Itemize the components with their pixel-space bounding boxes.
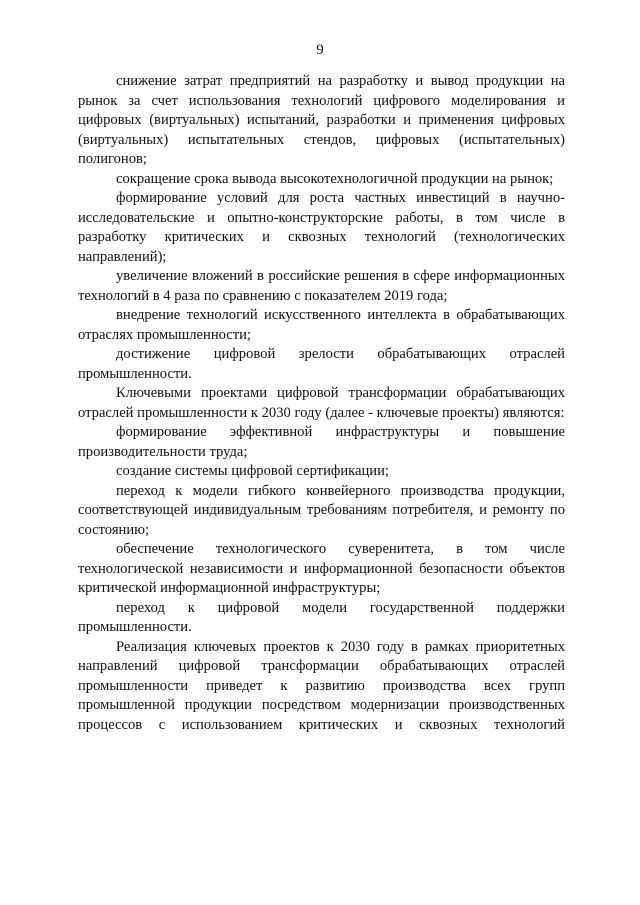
paragraph-certification: создание системы цифровой сертификации; (116, 463, 389, 479)
paragraph-cost-reduction: снижение затрат предприятий на разработку и вывод продукции на рынок за счет использования технологий цифрового моделирования и цифровых (виртуальных) испытаний, разработки и применения цифровых (виртуальных) испытательных стендов, цифровых (испытательных) полигонов; (78, 73, 565, 167)
paragraph-flexible-production: переход к модели гибкого конвейерного производства продукции, соответствующей индивидуальным требованиям потребителя, и ремонту по состоянию; (78, 482, 565, 538)
paragraph-digital-maturity: достижение цифровой зрелости обрабатывающих отраслей промышленности. (78, 346, 565, 382)
paragraph-it-investment: увеличение вложений в российские решения в сфере информационных технологий в 4 раза по сравнению с показателем 2019 года; (78, 268, 565, 304)
page-number: 9 (316, 42, 324, 58)
paragraph-private-investment: формирование условий для роста частных инвестиций в научно-исследовательские и опытно-конструкторские работы, в том числе в разработку критических и сквозных технологий (технологических направлений); (78, 190, 565, 265)
paragraph-infrastructure: формирование эффективной инфраструктуры и повышение производительности труда; (78, 424, 565, 460)
document-body (78, 72, 565, 735)
paragraph-state-support: переход к цифровой модели государственной поддержки промышленности. (78, 599, 565, 635)
paragraph-implementation: Реализация ключевых проектов к 2030 году в рамках приоритетных направлений цифровой трансформации обрабатывающих отраслей промышленности приведет к развитию производства всех групп промышленной продукции посредством модернизации производственных процессов с использованием критических и сквозных технологий (78, 638, 565, 733)
paragraph-ai-adoption: внедрение технологий искусственного интеллекта в обрабатывающих отраслях промышленности; (78, 307, 565, 343)
paragraph-key-projects-intro: Ключевыми проектами цифровой трансформации обрабатывающих отраслей промышленности к 2030 году (далее - ключевые проекты) являются: (78, 385, 565, 421)
paragraph-sovereignty: обеспечение технологического суверенитета, в том числе технологической независимости и информационной безопасности объектов критической информационной инфраструктуры; (78, 541, 565, 596)
paragraph-time-to-market: сокращение срока вывода высокотехнологичной продукции на рынок; (116, 170, 554, 187)
